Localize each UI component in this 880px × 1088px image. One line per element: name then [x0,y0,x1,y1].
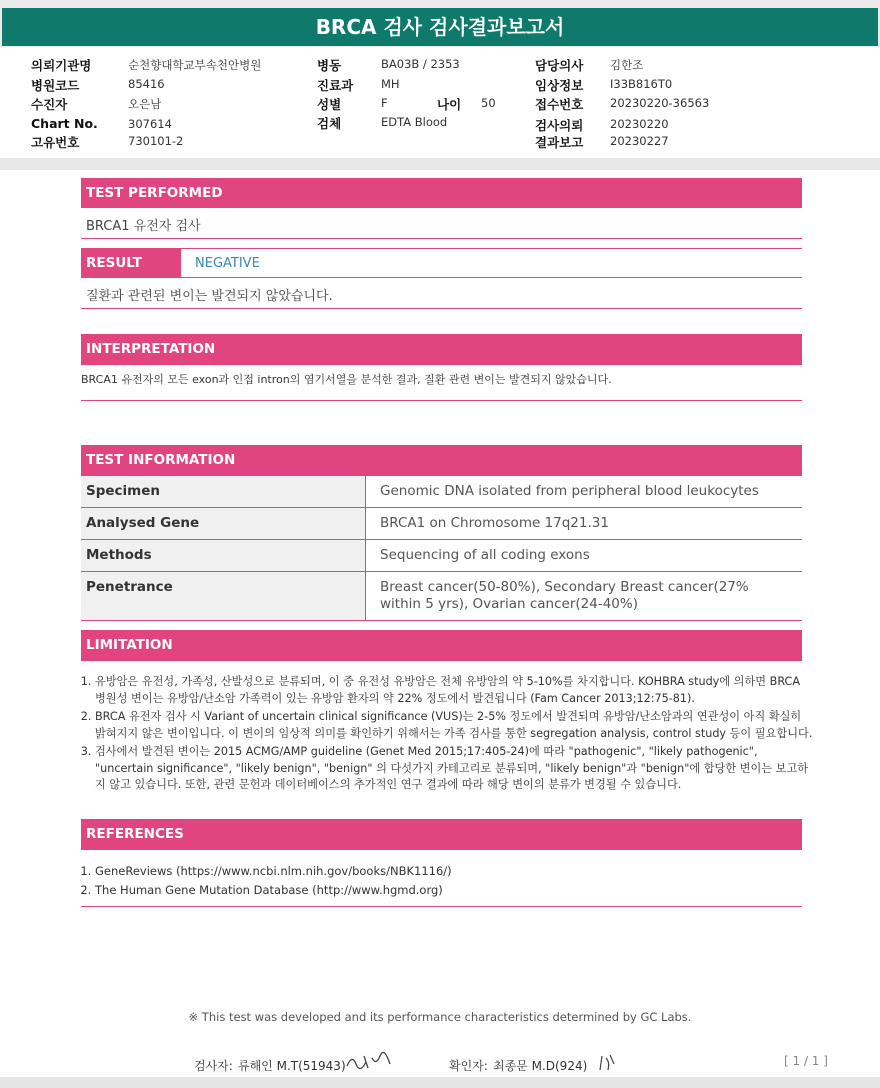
divider [81,308,802,309]
header-label: 담당의사 [535,58,584,73]
title-bar [0,0,880,47]
info-value: Breast cancer(50-80%), Secondary Breast cancer(27% within 5 yrs), Ovarian cancer(24-40%) [366,572,803,621]
table-row [81,508,802,540]
header-label: 의뢰기관명 [31,58,92,73]
confirmer-label: 확인자: [449,1059,488,1073]
header-label: 검사의뢰 [535,118,584,133]
header-value: EDTA Blood [381,115,448,129]
result-label: RESULT [81,248,181,278]
limitation-list [81,674,814,796]
list-item: 3. 검사에서 발견된 변이는 2015 ACMG/AMP guideline (Genet Med 2015;17:405-24)에 따라 "pathogenic", "likely pathogenic", "uncertain significance", "likely benign", "benign" 의 다섯가지 카테고리로 분류되며, "likely benign"과 "benign"에 합당한 변이는 보고하지 않고 있습니다. 또한, 관련 문헌과 데이터베이스의 추가적인 연구 결과에 따라 해당 변이의 분류가 변경될 수 있습니다. [95,744,814,794]
header-label: 성별 [317,97,342,112]
test-information-table [81,476,802,621]
header-label: 병동 [317,58,342,73]
table-row [81,476,802,508]
age-value: 50 [481,96,496,110]
test-information-heading: TEST INFORMATION [81,445,802,476]
divider [81,906,802,907]
header-value: 307614 [128,117,172,131]
interpretation-heading: INTERPRETATION [81,334,802,365]
limitation-heading: LIMITATION [81,630,802,661]
tester-label: 검사자: [194,1059,233,1073]
header-value: 20230220 [610,117,669,131]
list-item: 2. BRCA 유전자 검사 시 Variant of uncertain clinical significance (VUS)는 2-5% 정도에서 발견되며 유방암/난소암과의 연관성이 아직 확실히 밝혀지지 않은 변이입니다. 이 변이의 임상적 의미를 확인하기 위해서는 가족 검사를 통한 segregation analysis, control study 등이 필요합니다. [95,709,814,742]
header-label: 결과보고 [535,135,584,150]
test-performed-text: BRCA1 유전자 검사 [86,219,201,234]
info-key: Methods [81,540,366,572]
info-key: Specimen [81,476,366,508]
list-item: 1. 유방암은 유전성, 가족성, 산발성으로 분류되며, 이 중 유전성 유방암은 전체 유방암의 약 5-10%를 차지합니다. KOHBRA study에 의하면 BRCA 병원성 변이는 유방암/난소암 가족력이 있는 유방암 환자의 약 22% 정도에서 발견됩니다 (Fam Cancer 2013;12:75-81). [95,674,814,707]
list-item: 2. The Human Gene Mutation Database (http://www.hgmd.org) [95,881,814,900]
page-number: [ 1 / 1 ] [784,1054,828,1068]
header-label: 수진자 [31,97,68,112]
header-label: 병원코드 [31,78,80,93]
header-value: 20230220-36563 [610,96,710,110]
header-value: BA03B / 2353 [381,57,460,71]
tester-signature-icon [344,1050,396,1074]
interpretation-text: BRCA1 유전자의 모든 exon과 인접 intron의 염기서열을 분석한 결과, 질환 관련 변이는 발견되지 않았습니다. [81,373,612,386]
tester-name: 류해인 M.T(51943) [238,1059,346,1073]
footer-bar [0,1077,880,1088]
header-value: 오은남 [128,97,162,111]
header-value: 85416 [128,77,165,91]
info-value: Genomic DNA isolated from peripheral blood leukocytes [366,476,803,508]
test-performed-heading: TEST PERFORMED [81,178,802,208]
confirmer-name: 최종문 M.D(924) [493,1059,588,1073]
references-list [81,862,814,900]
header-label: 검체 [317,116,342,131]
divider [81,238,802,239]
confirmer-signature-icon [596,1052,620,1074]
header-label: Chart No. [31,116,98,131]
divider [81,400,802,401]
header-info [0,47,880,167]
header-value: 730101-2 [128,134,184,148]
result-value: NEGATIVE [181,248,802,278]
info-key: Penetrance [81,572,366,621]
header-label: 임상정보 [535,78,584,93]
header-divider [0,158,880,170]
info-value: Sequencing of all coding exons [366,540,803,572]
header-value: F [381,96,388,110]
header-value: MH [381,77,400,91]
table-row [81,572,802,621]
list-item: 1. GeneReviews (https://www.ncbi.nlm.nih.gov/books/NBK1116/) [95,862,814,881]
header-label: 진료과 [317,78,354,93]
info-value: BRCA1 on Chromosome 17q21.31 [366,508,803,540]
info-key: Analysed Gene [81,508,366,540]
references-heading: REFERENCES [81,819,802,850]
age-label: 나이 [437,97,462,112]
report-title: BRCA 검사 검사결과보고서 [2,8,878,46]
table-row [81,540,802,572]
header-value: 순천향대학교부속천안병원 [128,58,262,72]
header-value: 김한조 [610,58,644,72]
header-label: 접수번호 [535,97,584,112]
header-value: 20230227 [610,134,669,148]
header-value: I33B816T0 [610,77,673,91]
result-text: 질환과 관련된 변이는 발견되지 않았습니다. [86,289,333,304]
header-label: 고유번호 [31,135,80,150]
footer-note: ※ This test was developed and its performance characteristics determined by GC Labs. [188,1010,692,1024]
